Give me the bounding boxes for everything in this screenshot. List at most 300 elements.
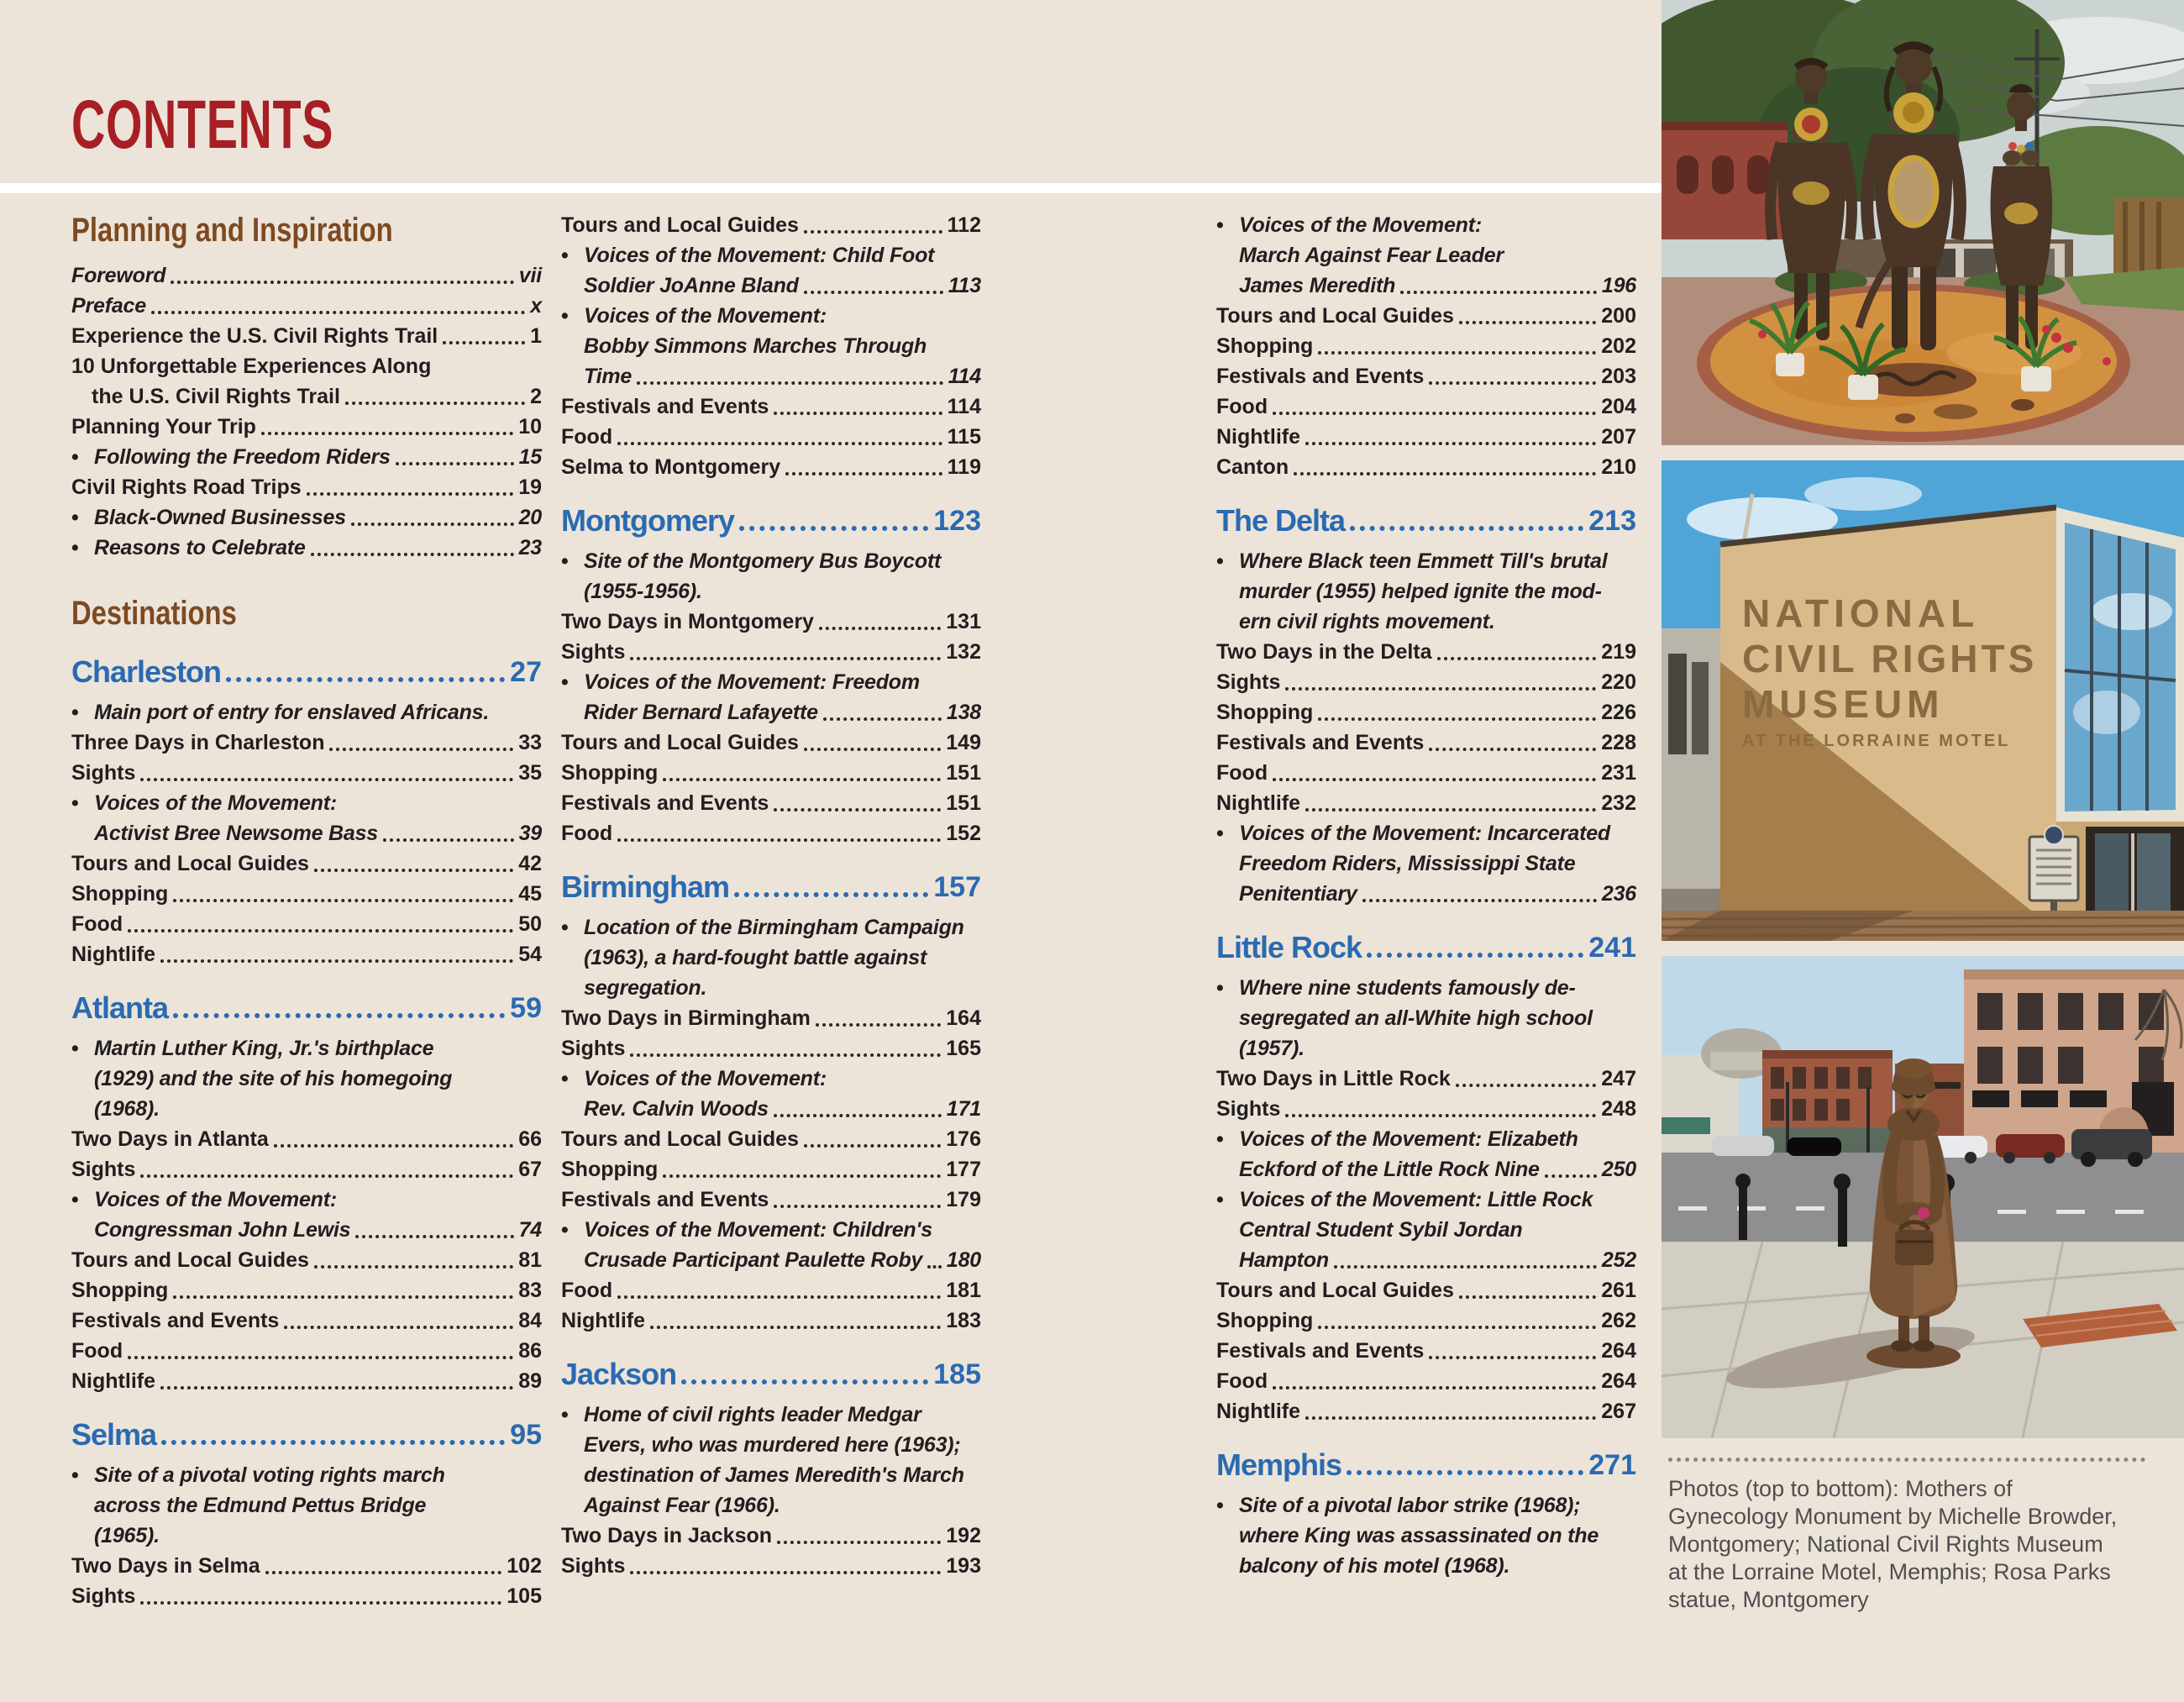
toc-entry [1216, 452, 1636, 482]
toc-entry-label: Congressman John Lewis [94, 1218, 351, 1242]
toc-entry-label: balcony of his motel (1968). [1239, 1554, 1510, 1578]
dot-leader [226, 677, 505, 682]
city-name: Jackson [561, 1357, 677, 1391]
dot-leader [1400, 291, 1597, 294]
toc-city-heading [1216, 929, 1636, 966]
bullet-icon: • [1216, 1494, 1224, 1517]
dot-leader [1350, 526, 1583, 531]
page-number: 81 [518, 1248, 542, 1272]
dot-leader [161, 1440, 505, 1445]
toc-entry [561, 1551, 981, 1581]
toc-entry-label: Location of the Birmingham Campaign [584, 916, 964, 939]
toc-entry-label: Two Days in the Delta [1216, 640, 1432, 664]
toc-entry-label: Bobby Simmons Marches Through [584, 334, 927, 358]
dot-leader [265, 1571, 502, 1574]
toc-section-heading: Planning and Inspiration [71, 212, 393, 249]
toc-entry-label: Tours and Local Guides [1216, 304, 1454, 328]
toc-entry-label: Sights [561, 1554, 626, 1578]
page-number: 181 [946, 1279, 981, 1302]
toc-entry [71, 1460, 542, 1490]
page-number: 113 [948, 274, 981, 297]
page-number: 210 [1601, 455, 1636, 479]
page-number: 74 [518, 1218, 542, 1242]
dot-leader [804, 230, 942, 234]
toc-entry [1216, 1033, 1636, 1064]
page-number: 54 [518, 943, 542, 966]
toc-entry [71, 1215, 542, 1245]
toc-entry [561, 1033, 981, 1064]
page-number: 102 [507, 1554, 542, 1578]
toc-entry-label: Food [71, 912, 123, 936]
dot-leader [1334, 1265, 1597, 1269]
page-number: 250 [1601, 1158, 1636, 1181]
toc-entry [1216, 546, 1636, 576]
toc-entry-label: Main port of entry for enslaved Africans. [94, 701, 490, 724]
bullet-icon: • [561, 670, 569, 694]
dot-leader [617, 838, 941, 842]
toc-entry-label: Experience the U.S. Civil Rights Trail [71, 324, 438, 348]
page-number: 185 [933, 1358, 981, 1390]
toc-entry [1216, 1064, 1636, 1094]
page-number: 165 [946, 1037, 981, 1060]
city-name: Selma [71, 1417, 157, 1452]
page-number: 10 [518, 415, 542, 439]
bullet-icon: • [1216, 1127, 1224, 1151]
toc-entry-label: Tours and Local Guides [71, 852, 309, 875]
dot-leader [734, 892, 928, 897]
toc-column-right [1216, 210, 1636, 1581]
toc-entry [1216, 637, 1636, 667]
caption-line: at the Lorraine Motel, Memphis; Rosa Parks [1668, 1559, 2111, 1584]
toc-entry-label: Central Student Sybil Jordan [1239, 1218, 1523, 1242]
toc-entry [1216, 607, 1636, 637]
toc-entry-label: Voices of the Movement: [94, 1188, 337, 1211]
toc-entry-label: Two Days in Montgomery [561, 610, 814, 633]
page-number: 248 [1601, 1097, 1636, 1121]
page-number: 232 [1601, 791, 1636, 815]
toc-entry [561, 331, 981, 361]
toc-entry-label: Voices of the Movement: Children's [584, 1218, 932, 1242]
city-name: Charleston [71, 654, 222, 689]
dot-leader [804, 748, 941, 751]
bullet-icon: • [561, 304, 569, 328]
page-number: 33 [518, 731, 542, 754]
toc-entry [561, 1460, 981, 1490]
toc-entry-label: Sights [71, 1158, 136, 1181]
toc-entry [1216, 210, 1636, 240]
photo-rosa-parks-statue [1662, 956, 2184, 1438]
toc-entry [1216, 240, 1636, 271]
toc-entry [561, 240, 981, 271]
toc-entry-label: Tours and Local Guides [1216, 1279, 1454, 1302]
toc-entry-label: Food [1216, 761, 1268, 785]
dot-leader [804, 1144, 941, 1148]
toc-entry-label: Eckford of the Little Rock Nine [1239, 1158, 1540, 1181]
page-number: 228 [1601, 731, 1636, 754]
page-number: 196 [1601, 274, 1636, 297]
toc-entry [1216, 1185, 1636, 1215]
toc-entry-label: Sights [1216, 670, 1281, 694]
dot-leader [1318, 717, 1596, 721]
toc-entry-label: ern civil rights movement. [1239, 610, 1495, 633]
toc-entry-label: James Meredith [1239, 274, 1396, 297]
page-number: 262 [1601, 1309, 1636, 1332]
dot-leader [1362, 899, 1597, 902]
toc-entry [561, 1094, 981, 1124]
toc-entry-label: Festivals and Events [1216, 731, 1425, 754]
dot-leader [1318, 1326, 1596, 1329]
toc-entry [71, 1033, 542, 1064]
page-number: 219 [1601, 640, 1636, 664]
toc-entry-label: Hampton [1239, 1248, 1329, 1272]
toc-entry [1216, 1396, 1636, 1426]
bullet-icon: • [1216, 1188, 1224, 1211]
toc-entry [1216, 422, 1636, 452]
page-number: 157 [933, 871, 981, 903]
toc-entry-label: Food [561, 822, 613, 845]
toc-entry [71, 442, 542, 472]
city-name: The Delta [1216, 503, 1346, 538]
toc-entry-label: where King was assassinated on the [1239, 1524, 1599, 1547]
toc-entry [71, 381, 542, 412]
toc-entry-label: (1963), a hard-fought battle against [584, 946, 927, 969]
dot-leader [1459, 1295, 1596, 1299]
toc-entry-label: Canton [1216, 455, 1289, 479]
toc-entry [71, 1245, 542, 1275]
toc-entry [1216, 301, 1636, 331]
toc-entry [71, 502, 542, 533]
toc-entry [1216, 1305, 1636, 1336]
toc-entry [71, 1551, 542, 1581]
page-number: 271 [1588, 1449, 1636, 1481]
page-number: 164 [946, 1006, 981, 1030]
toc-entry [561, 1003, 981, 1033]
dot-leader [617, 1295, 941, 1299]
toc-entry-label: Festivals and Events [561, 395, 769, 418]
dot-leader [284, 1326, 513, 1329]
page-number: 86 [518, 1339, 542, 1363]
toc-entry-label: Voices of the Movement: Elizabeth [1239, 1127, 1578, 1151]
dot-leader [151, 311, 525, 314]
page-number: 193 [946, 1554, 981, 1578]
toc-entry [71, 879, 542, 909]
toc-entry [561, 546, 981, 576]
toc-entry-label: Shopping [561, 1158, 659, 1181]
dot-leader [774, 412, 942, 415]
dot-leader [739, 526, 928, 531]
dot-leader [173, 1013, 505, 1018]
dot-leader [160, 1386, 513, 1389]
bullet-icon: • [1216, 213, 1224, 237]
toc-entry-label: Nightlife [1216, 791, 1300, 815]
toc-entry-label: Penitentiary [1239, 882, 1357, 906]
toc-city-heading [561, 1356, 981, 1393]
toc-entry [561, 912, 981, 943]
toc-entry-label: Activist Bree Newsome Bass [94, 822, 379, 845]
toc-entry [561, 943, 981, 973]
toc-entry [71, 351, 542, 381]
dot-leader [261, 432, 513, 435]
toc-entry-label: Rider Bernard Lafayette [584, 701, 818, 724]
toc-entry [1216, 1551, 1636, 1581]
bullet-icon: • [71, 701, 79, 724]
toc-entry [1216, 1275, 1636, 1305]
toc-entry-label: across the Edmund Pettus Bridge [94, 1494, 427, 1517]
toc-entry [1216, 818, 1636, 848]
toc-entry-label: Festivals and Events [71, 1309, 280, 1332]
toc-entry [71, 1305, 542, 1336]
dot-leader [1305, 808, 1596, 812]
toc-entry-label: Food [1216, 395, 1268, 418]
museum-sign-line-2: CIVIL RIGHTS [1742, 637, 2038, 680]
page-number: 252 [1601, 1248, 1636, 1272]
toc-entry-label: Rev. Calvin Woods [584, 1097, 769, 1121]
dot-leader [630, 1571, 941, 1574]
bullet-icon: • [1216, 549, 1224, 573]
toc-entry-label: (1955-1956). [584, 580, 702, 603]
toc-entry [71, 848, 542, 879]
toc-entry-label: Foreword [71, 264, 166, 287]
toc-entry [561, 788, 981, 818]
divider-stripe [0, 183, 1662, 193]
dot-leader [329, 748, 513, 751]
toc-entry-label: Freedom Riders, Mississippi State [1239, 852, 1576, 875]
dot-leader [1273, 778, 1596, 781]
toc-entry-label: Evers, who was murdered here (1963); [584, 1433, 961, 1457]
toc-entry-label: Home of civil rights leader Medgar [584, 1403, 921, 1426]
toc-entry [561, 1275, 981, 1305]
toc-entry [71, 1154, 542, 1185]
page-number: 220 [1601, 670, 1636, 694]
toc-entry [561, 210, 981, 240]
toc-entry-label: Voices of the Movement: [94, 791, 337, 815]
page-number: 105 [507, 1584, 542, 1608]
city-name: Atlanta [71, 990, 169, 1025]
toc-entry [1216, 1366, 1636, 1396]
photo-caption [1668, 1475, 2172, 1614]
toc-entry-label: Voices of the Movement: Child Foot [584, 244, 935, 267]
toc-entry [71, 1521, 542, 1551]
toc-entry [561, 667, 981, 697]
toc-entry [71, 697, 542, 728]
bullet-icon: • [71, 1188, 79, 1211]
bullet-icon: • [1216, 822, 1224, 845]
toc-entry [1216, 1336, 1636, 1366]
toc-entry [1216, 391, 1636, 422]
caption-line: Gynecology Monument by Michelle Browder, [1668, 1504, 2118, 1529]
dot-leader [1367, 953, 1583, 958]
page-number: 171 [946, 1097, 981, 1121]
toc-entry-label: Nightlife [1216, 1400, 1300, 1423]
dot-leader [816, 1023, 941, 1027]
page-number: 149 [946, 731, 981, 754]
page-number: 151 [946, 791, 981, 815]
toc-entry-label: Food [561, 425, 613, 449]
toc-entry-label: Tours and Local Guides [561, 731, 799, 754]
toc-entry [71, 472, 542, 502]
page-number: 203 [1601, 365, 1636, 388]
page-number: 84 [518, 1309, 542, 1332]
dot-leader [140, 1174, 513, 1178]
toc-entry-label: Festivals and Events [1216, 365, 1425, 388]
dot-leader [140, 778, 513, 781]
toc-entry [71, 758, 542, 788]
dot-leader [443, 341, 525, 344]
toc-entry-label: Black-Owned Businesses [94, 506, 346, 529]
toc-entry-label: Sights [561, 1037, 626, 1060]
dot-leader [1456, 1084, 1597, 1087]
dot-leader [1294, 472, 1596, 475]
dot-leader [663, 1174, 941, 1178]
toc-entry [71, 321, 542, 351]
toc-entry-label: March Against Fear Leader [1239, 244, 1504, 267]
toc-entry-label: Festivals and Events [561, 791, 769, 815]
dot-leader [785, 472, 942, 475]
page-number: 89 [518, 1369, 542, 1393]
page-number: 19 [518, 475, 542, 499]
dot-leader [173, 1295, 513, 1299]
toc-entry [71, 412, 542, 442]
toc-entry-label: Tours and Local Guides [71, 1248, 309, 1272]
page-number: 207 [1601, 425, 1636, 449]
page-number: 213 [1588, 505, 1636, 537]
toc-entry [71, 818, 542, 848]
city-name: Birmingham [561, 869, 730, 904]
toc-entry [71, 1366, 542, 1396]
toc-entry [1216, 361, 1636, 391]
toc-entry [561, 1245, 981, 1275]
dot-leader [1273, 412, 1596, 415]
toc-entry-label: Food [1216, 1369, 1268, 1393]
toc-entry-label: Nightlife [561, 1309, 645, 1332]
dot-leader [1429, 1356, 1596, 1359]
bullet-icon: • [71, 791, 79, 815]
toc-entry-label: Voices of the Movement: [584, 304, 827, 328]
page-number: 226 [1601, 701, 1636, 724]
toc-entry [1216, 667, 1636, 697]
toc-entry-label: Shopping [1216, 334, 1314, 358]
page-number: 50 [518, 912, 542, 936]
toc-entry-label: Martin Luther King, Jr.'s birthplace [94, 1037, 434, 1060]
toc-entry-label: Voices of the Movement: [584, 1067, 827, 1090]
toc-entry-label: Reasons to Celebrate [94, 536, 306, 559]
bullet-icon: • [561, 549, 569, 573]
toc-entry [71, 291, 542, 321]
page-number: 138 [946, 701, 981, 724]
toc-entry-label: (1968). [94, 1097, 160, 1121]
toc-entry-label: 10 Unforgettable Experiences Along [71, 355, 432, 378]
page-number: 114 [948, 365, 981, 388]
page-number: 95 [510, 1419, 542, 1451]
dot-leader [1545, 1174, 1597, 1178]
page-number: 35 [518, 761, 542, 785]
dot-leader [314, 1265, 513, 1269]
toc-entry-label: Shopping [71, 1279, 169, 1302]
toc-entry-label: (1957). [1239, 1037, 1305, 1060]
toc-entry-label: Where nine students famously de- [1239, 976, 1576, 1000]
toc-entry-label: murder (1955) helped ignite the mod- [1239, 580, 1602, 603]
page-number: 151 [946, 761, 981, 785]
dot-leader [1318, 351, 1596, 355]
page-number: 123 [933, 505, 981, 537]
toc-entry [561, 301, 981, 331]
dot-leader [1285, 687, 1596, 691]
toc-entry [1216, 848, 1636, 879]
dot-leader [1429, 748, 1596, 751]
toc-entry-label: Sights [1216, 1097, 1281, 1121]
toc-entry [1216, 576, 1636, 607]
dot-leader [128, 1356, 513, 1359]
page-number: 42 [518, 852, 542, 875]
page-number: 1 [530, 324, 542, 348]
toc-entry [71, 1336, 542, 1366]
dot-leader [314, 869, 513, 872]
toc-entry-label: Food [561, 1279, 613, 1302]
page-number: 27 [510, 656, 542, 688]
dot-leader [1305, 442, 1596, 445]
dot-leader [774, 808, 941, 812]
toc-city-heading [71, 990, 542, 1027]
toc-entry [1216, 331, 1636, 361]
toc-column-left [71, 210, 542, 1611]
toc-entry-label: Two Days in Birmingham [561, 1006, 811, 1030]
toc-entry [561, 1124, 981, 1154]
toc-city-heading [71, 654, 542, 691]
toc-entry [71, 788, 542, 818]
bullet-icon: • [561, 1067, 569, 1090]
toc-entry-label: Voices of the Movement: Little Rock [1239, 1188, 1593, 1211]
toc-entry [71, 260, 542, 291]
page-number: 39 [518, 822, 542, 845]
toc-entry-label: (1965). [94, 1524, 160, 1547]
toc-entry-label: Festivals and Events [1216, 1339, 1425, 1363]
toc-entry [1216, 1003, 1636, 1033]
dot-leader [311, 553, 514, 556]
toc-entry-label: Two Days in Atlanta [71, 1127, 269, 1151]
toc-entry-label: Two Days in Little Rock [1216, 1067, 1451, 1090]
toc-entry [561, 452, 981, 482]
toc-entry [1216, 1094, 1636, 1124]
museum-sign-line-3: MUSEUM [1742, 682, 1945, 726]
caption-divider-dots [1668, 1458, 2145, 1462]
page-number: 202 [1601, 334, 1636, 358]
page-number: x [530, 294, 542, 318]
photo-mothers-of-gynecology-monument [1662, 0, 2184, 445]
toc-entry-label: Sights [71, 1584, 136, 1608]
toc-column-middle [561, 210, 981, 1581]
toc-entry [71, 728, 542, 758]
dot-leader [823, 717, 942, 721]
dot-leader [1429, 381, 1596, 385]
toc-entry-label: Planning Your Trip [71, 415, 256, 439]
page-number: 83 [518, 1279, 542, 1302]
toc-entry-label: Nightlife [71, 1369, 155, 1393]
toc-entry [71, 1064, 542, 1094]
toc-entry-label: Site of a pivotal labor strike (1968); [1239, 1494, 1581, 1517]
toc-entry-label: Soldier JoAnne Bland [584, 274, 799, 297]
city-name: Little Rock [1216, 930, 1362, 964]
caption-line: statue, Montgomery [1668, 1587, 1869, 1612]
toc-entry-label: Voices of the Movement: [1239, 213, 1482, 237]
toc-entry [1216, 758, 1636, 788]
dot-leader [355, 1235, 513, 1238]
toc-entry [1216, 1124, 1636, 1154]
bullet-icon: • [71, 1037, 79, 1060]
toc-entry [1216, 788, 1636, 818]
page-number: 20 [518, 506, 542, 529]
toc-entry-label: Sights [561, 640, 626, 664]
page-number: 67 [518, 1158, 542, 1181]
